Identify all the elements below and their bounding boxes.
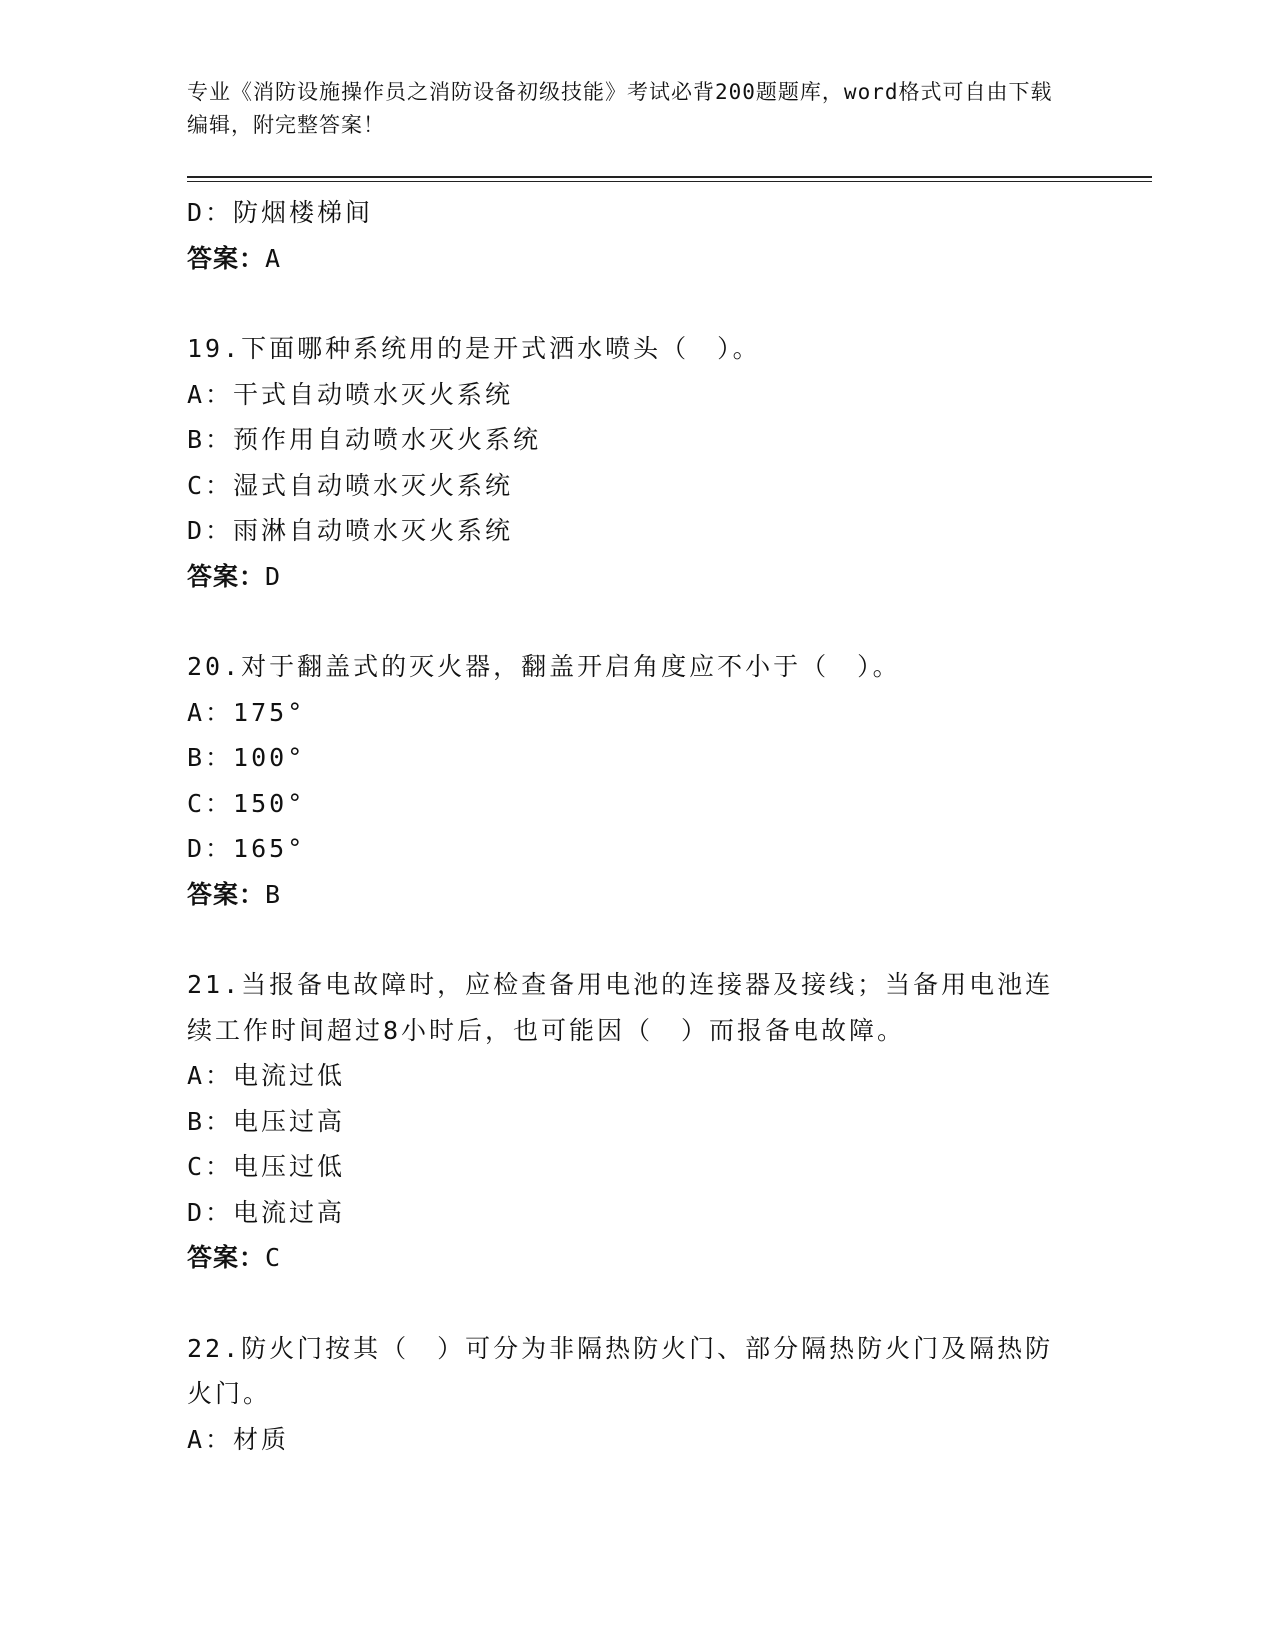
option-a: A：电流过低 [187,1061,346,1090]
answer-label: 答案： [187,879,266,909]
answer-label: 答案： [187,1243,266,1272]
question-stem: 22.防火门按其（ ）可分为非隔热防火门、部分隔热防火门及隔热防火门。 [187,1333,1054,1408]
answer-label: 答案： [187,243,266,273]
option-d: D：雨淋自动喷水灭火系统 [187,516,514,545]
option-d: D：防烟楼梯间 [187,198,374,227]
option-d: D：165° [187,834,306,863]
answer-label: 答案： [187,561,266,591]
option-a: A：干式自动喷水灭火系统 [187,379,514,409]
header-rule-thin [187,181,1152,182]
answer-line [187,872,1077,918]
spacer [187,281,1077,326]
answer-value: B [265,879,282,909]
option-c: C：湿式自动喷水灭火系统 [187,470,514,500]
option-c: C：150° [187,788,306,818]
question-stem: 21.当报备电故障时，应检查备用电池的连接器及接线；当备用电池连续工作时间超过8小时后，也可能因（ ）而报备电故障。 [187,970,1054,1045]
answer-line [187,236,1077,282]
option-b: B：电压过高 [187,1106,346,1136]
answer-line [187,554,1077,600]
answer-value: A [265,243,282,273]
spacer [187,917,1077,962]
page-header: 专业《消防设施操作员之消防设备初级技能》考试必背200题题库，word格式可自由下载编辑，附完整答案！ [187,80,1053,137]
option-b: B：预作用自动喷水灭火系统 [187,425,542,454]
question-stem: 19.下面哪种系统用的是开式洒水喷头（ ）。 [187,334,761,363]
option-a: A：175° [187,697,306,727]
option-d: D：电流过高 [187,1197,346,1227]
option-a: A：材质 [187,1424,290,1454]
answer-value: D [265,561,282,591]
answer-value: C [265,1243,282,1272]
spacer [187,1281,1077,1326]
spacer [187,599,1077,644]
option-b: B：100° [187,743,306,772]
question-stem: 20.对于翻盖式的灭火器，翻盖开启角度应不小于（ ）。 [187,652,901,681]
document-body [187,190,1077,1462]
answer-line [187,1235,1077,1281]
option-c: C：电压过低 [187,1152,346,1181]
header-rule-thick [187,176,1152,178]
